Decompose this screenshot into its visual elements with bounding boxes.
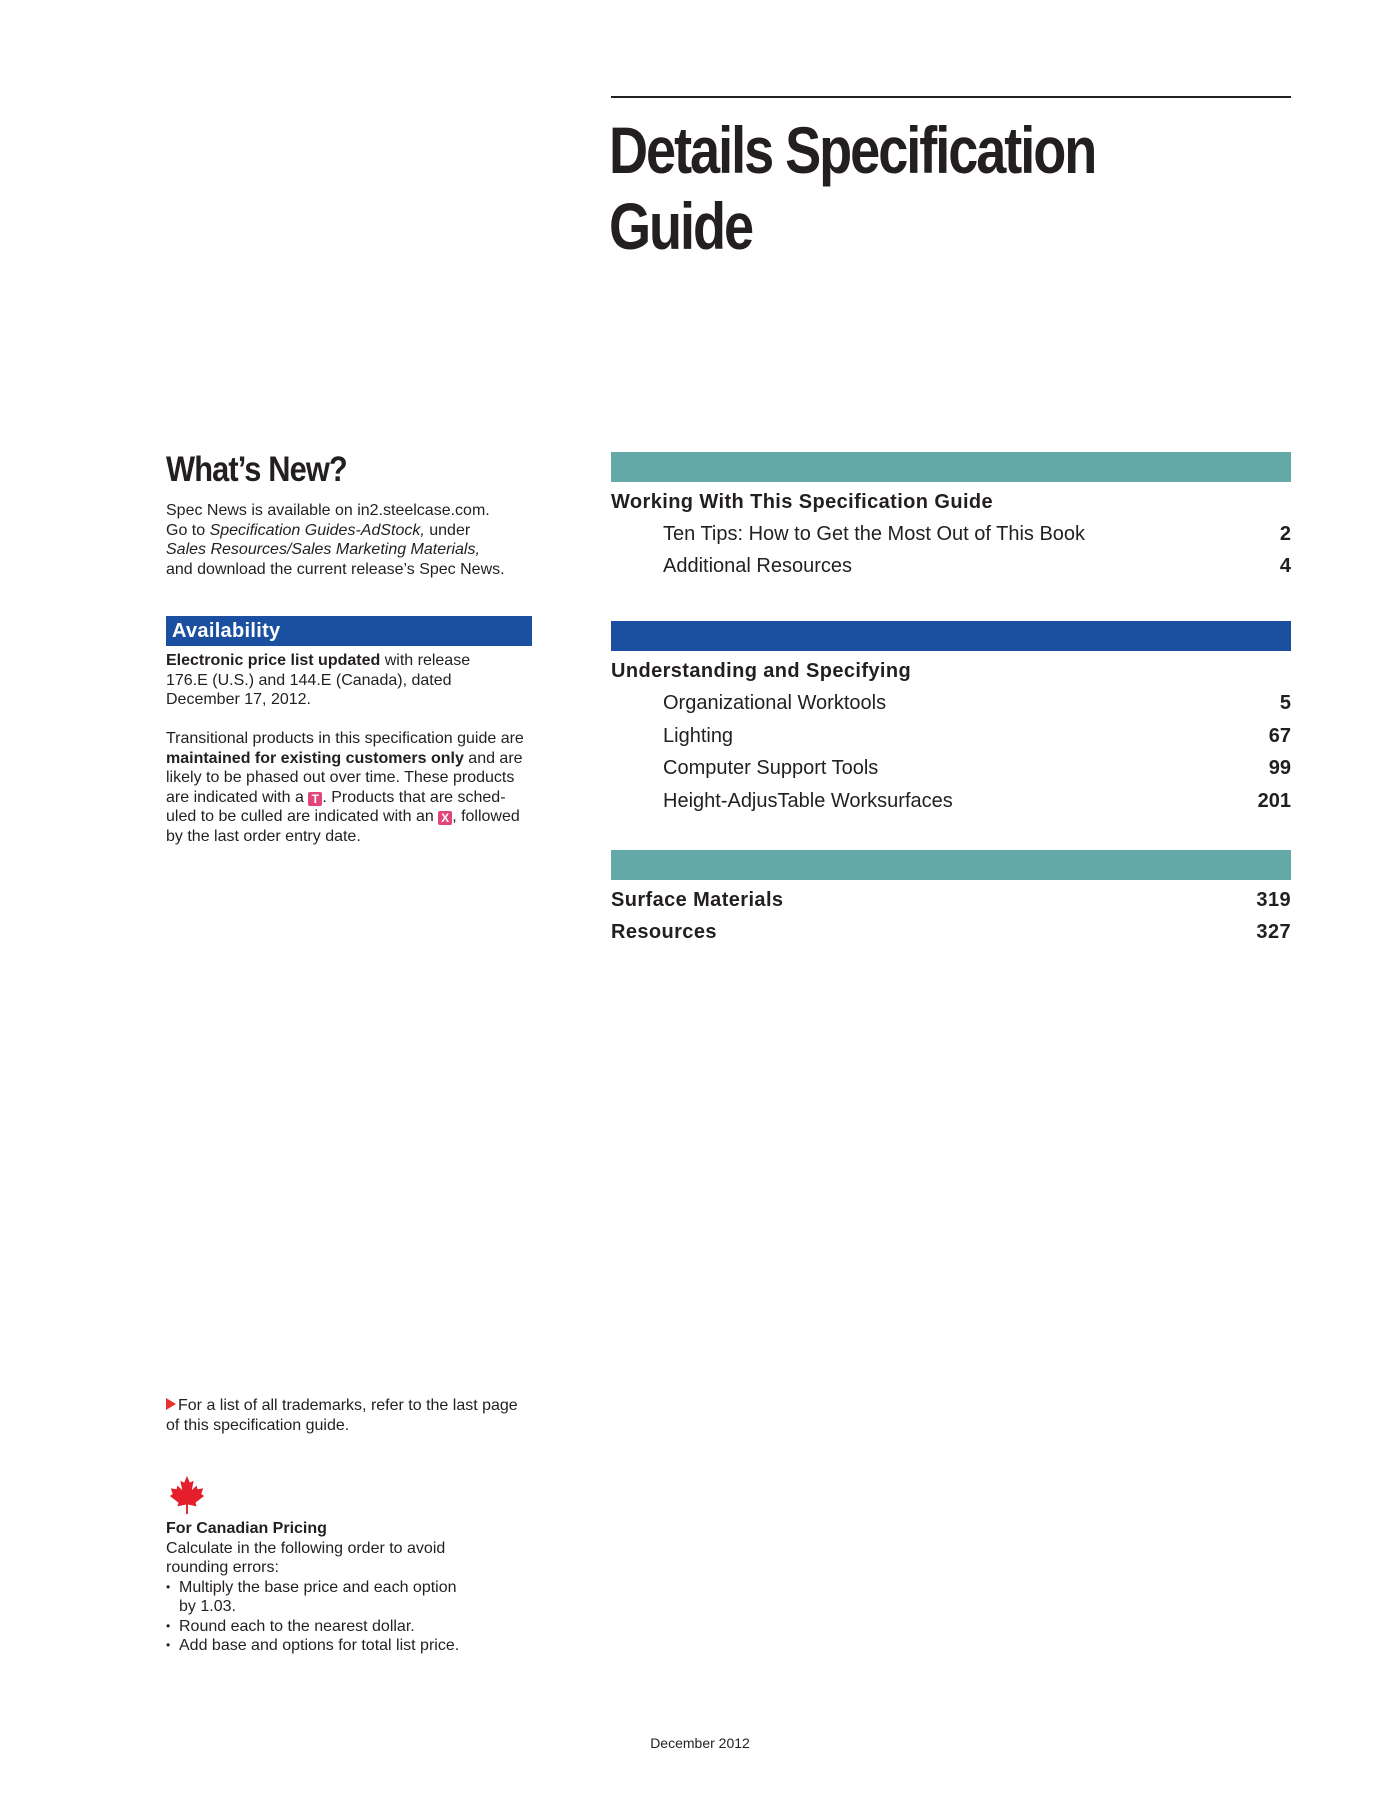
toc-item-page: 319 [1256, 889, 1291, 911]
text: Go to [166, 521, 210, 539]
whats-new-text [166, 501, 546, 579]
tm-line: of this specification guide. [166, 1416, 350, 1434]
text: by 1.03. [179, 1598, 236, 1615]
text: are indicated with a [166, 788, 309, 806]
whats-new-heading: What’s New? [166, 450, 347, 489]
canada-line: rounding errors: [166, 1559, 279, 1576]
toc-section-surface-materials[interactable] [611, 889, 1291, 912]
trans-line [166, 807, 546, 827]
text: , followed [452, 808, 520, 825]
toc-item[interactable] [663, 523, 1291, 546]
text: uled to be culled are indicated with an [166, 808, 439, 825]
whats-new-line: and download the current release’s Spec News. [166, 560, 505, 578]
toc-item[interactable] [663, 725, 1291, 748]
text: Multiply the base price and each option [179, 1578, 457, 1596]
availability-text [166, 651, 546, 710]
title-rule [611, 96, 1291, 98]
toc-item-page: 4 [1279, 555, 1291, 577]
trans-line: by the last order entry date. [166, 827, 361, 845]
section-bar-teal [611, 850, 1291, 880]
list-item [166, 1578, 546, 1617]
page-footer: December 2012 [650, 1735, 750, 1751]
trans-line [166, 788, 546, 808]
toc-item-label: Surface Materials [611, 889, 784, 911]
whats-new-line [166, 521, 546, 541]
trans-line: Transitional products in this specification guide are [166, 730, 524, 747]
avail-line: December 17, 2012. [166, 691, 311, 708]
toc-item-page: 5 [1279, 692, 1291, 714]
trans-line: likely to be phased out over time. These products [166, 769, 515, 786]
text: For a list of all trademarks, refer to the last page [178, 1397, 518, 1414]
trans-line [166, 749, 546, 769]
transitional-badge-icon: T [308, 792, 322, 806]
canada-heading [166, 1519, 546, 1539]
canada-steps [166, 1578, 546, 1656]
toc-item[interactable] [663, 692, 1291, 715]
text: with release [380, 652, 471, 669]
red-arrow-icon [166, 1398, 176, 1410]
canadian-pricing [166, 1519, 546, 1656]
section-bar-teal [611, 452, 1291, 482]
toc-item-label: Organizational Worktools [663, 692, 887, 714]
maple-leaf-icon [168, 1475, 206, 1515]
title-line-2: Guide [609, 189, 753, 263]
avail-line: 176.E (U.S.) and 144.E (Canada), dated [166, 671, 452, 689]
list-item: • Add base and options for total list price. [166, 1636, 546, 1656]
whats-new-line [166, 540, 546, 560]
toc-item-page: 2 [1279, 523, 1291, 545]
cull-badge-icon: X [438, 811, 452, 825]
toc-item-label: Ten Tips: How to Get the Most Out of This Book [663, 523, 1086, 545]
toc-section-understanding[interactable]: Understanding and Specifying [611, 660, 912, 682]
text: . Products that are sched- [322, 788, 506, 806]
bold-text: For Canadian Pricing [166, 1520, 327, 1537]
toc-section-resources[interactable] [611, 921, 1291, 944]
toc-item-page: 67 [1268, 725, 1291, 747]
toc-item-page: 201 [1257, 790, 1291, 812]
bold-text: Electronic price list updated [166, 652, 381, 669]
toc-item-label: Lighting [663, 725, 734, 747]
toc-item-page: 327 [1256, 921, 1291, 943]
list-item: • Round each to the nearest dollar. [166, 1617, 546, 1637]
title-line-1: Details Specification [609, 113, 1096, 187]
link-text: Sales Resources/Sales Marketing Materials, [166, 541, 480, 558]
section-bar-blue [611, 621, 1291, 651]
toc-item[interactable] [663, 790, 1291, 813]
toc-item-label: Resources [611, 921, 717, 943]
canada-line: Calculate in the following order to avoid [166, 1539, 446, 1557]
toc-item-label: Height-AdjusTable Worksurfaces [663, 790, 953, 812]
toc-item-page: 99 [1268, 757, 1291, 779]
page-title [609, 112, 1183, 264]
transitional-text [166, 729, 546, 846]
toc-item[interactable] [663, 757, 1291, 780]
toc-item[interactable] [663, 555, 1291, 578]
toc-item-label: Additional Resources [663, 555, 852, 577]
availability-header: Availability [166, 616, 532, 646]
text: under [424, 521, 471, 539]
toc-item-label: Computer Support Tools [663, 757, 879, 779]
text: and are [463, 749, 523, 767]
toc-section-working[interactable]: Working With This Specification Guide [611, 491, 994, 513]
tm-line [166, 1396, 546, 1416]
avail-line [166, 651, 546, 671]
whats-new-line: Spec News is available on in2.steelcase.com. [166, 502, 490, 519]
link-text: Specification Guides-AdStock, [209, 521, 425, 539]
trademarks-note [166, 1396, 546, 1435]
bold-text: maintained for existing customers only [166, 749, 464, 767]
